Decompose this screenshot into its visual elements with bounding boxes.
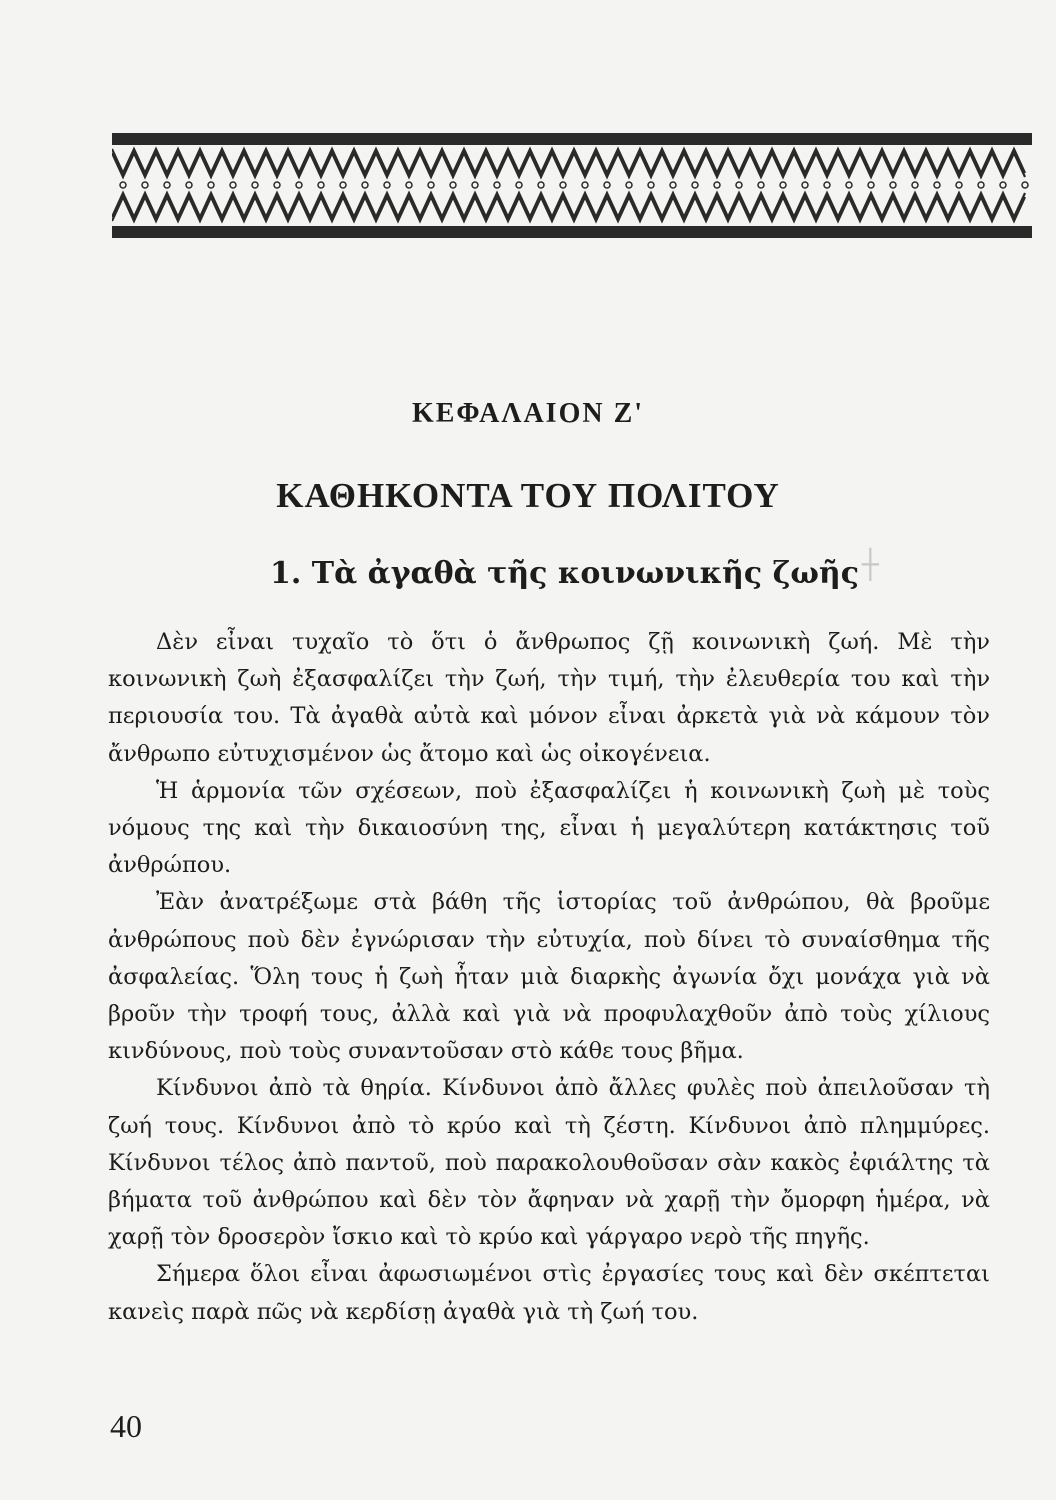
ornament-dot	[934, 182, 940, 188]
ornament-dot	[208, 182, 214, 188]
ornament-dot	[230, 182, 236, 188]
ornament-dot	[670, 182, 676, 188]
ornament-dot	[142, 182, 148, 188]
ornament-dot	[648, 182, 654, 188]
ornament-dot	[472, 182, 478, 188]
ornament-dot	[560, 182, 566, 188]
paragraph: Κίνδυνοι ἀπὸ τὰ θηρία. Κίνδυνοι ἀπὸ ἄλλες φυλὲς ποὺ ἀπειλοῦσαν τὴ ζωή τους. Κίνδυνοι ἀπὸ τὸ κρύο καὶ τὴ ζέστη. Κίνδυνοι ἀπὸ πλημμύρες. Κίνδυνοι τέλος ἀπὸ παντοῦ, ποὺ παρακολουθοῦσαν σὰν κακὸς ἐφιάλτης τὰ βήματα τοῦ ἀνθρώπου καὶ δὲν τὸν ἄφηναν νὰ χαρῇ τὴν ὄμορφη ἡμέρα, νὰ χαρῇ τὸν δροσερὸν ἴσκιο καὶ τὸ κρύο καὶ γάργαρο νερὸ τῆς πηγῆς.	[108, 1075, 990, 1251]
paragraph: Σήμερα ὅλοι εἶναι ἀφωσιωμένοι στὶς ἐργασίες τους καὶ δὲν σκέπτεται κανεὶς παρὰ πῶς νὰ κερδίσῃ ἀγαθὰ γιὰ τὴ ζωή του.	[108, 1261, 990, 1325]
ornament-dot	[978, 182, 984, 188]
page-number: 40	[110, 1408, 142, 1444]
ornament-dot	[318, 182, 324, 188]
ornament-dot	[758, 182, 764, 188]
ornament-dot	[824, 182, 830, 188]
ornament-dot	[384, 182, 390, 188]
ornament-dot	[582, 182, 588, 188]
ornament-dot	[516, 182, 522, 188]
ornament-dot	[362, 182, 368, 188]
chapter-label: ΚΕΦΑΛΑΙΟΝ Ζ'	[411, 398, 645, 429]
ornament-dot	[714, 182, 720, 188]
ornament-dot	[890, 182, 896, 188]
paragraph: Ἡ ἁρμονία τῶν σχέσεων, ποὺ ἐξασφαλίζει ἡ κοινωνικὴ ζωὴ μὲ τοὺς νόμους της καὶ τὴν δικαιοσύνη της, εἶναι ἡ μεγαλύτερη κατάκτησις τοῦ ἀνθρώπου.	[108, 777, 990, 879]
ornament-dot	[406, 182, 412, 188]
paragraph: Δὲν εἶναι τυχαῖο τὸ ὅτι ὁ ἄνθρωπος ζῇ κοινωνικὴ ζωή. Μὲ τὴν κοινωνικὴ ζωὴ ἐξασφαλίζει τὴν ζωή, τὴν τιμή, τὴν ἐλευθερία του καὶ τὴν περιουσία του. Τὰ ἀγαθὰ αὐτὰ καὶ μόνον εἶναι ἀρκετὰ γιὰ νὰ κάμουν τὸν ἄνθρωπο εὐτυχισμένον ὡς ἄτομο καὶ ὡς οἰκογένεια.	[108, 629, 990, 767]
ornament-dot	[296, 182, 302, 188]
ornament-dot	[956, 182, 962, 188]
ornament-dot	[494, 182, 500, 188]
ornament-dot	[780, 182, 786, 188]
body-text	[108, 624, 990, 1331]
margin-pencil-mark: ┼	[862, 548, 879, 581]
ornament-dot	[120, 182, 126, 188]
ornament-dot	[736, 182, 742, 188]
ornament-dot	[604, 182, 610, 188]
ornament-dot	[1000, 182, 1006, 188]
ornament-dot	[802, 182, 808, 188]
ornament-dot	[164, 182, 170, 188]
ornament-dot	[186, 182, 192, 188]
ornament-dot	[1022, 182, 1028, 188]
ornament-dot	[274, 182, 280, 188]
ornament-dot	[912, 182, 918, 188]
ornament-dot	[846, 182, 852, 188]
decorative-ornament-band	[112, 133, 1032, 238]
section-heading: 1. Τὰ ἀγαθὰ τῆς κοινωνικῆς ζωῆς	[270, 556, 859, 591]
ornament-dot	[692, 182, 698, 188]
chapter-title: ΚΑΘΗΚΟΝΤΑ ΤΟΥ ΠΟΛΙΤΟΥ	[276, 476, 780, 515]
ornament-dot	[538, 182, 544, 188]
ornament-dot	[428, 182, 434, 188]
ornament-dot	[340, 182, 346, 188]
ornament-dot	[868, 182, 874, 188]
paragraph: Ἐὰν ἀνατρέξωμε στὰ βάθη τῆς ἱστορίας τοῦ ἀνθρώπου, θὰ βροῦμε ἀνθρώπους ποὺ δὲν ἐγνώρισαν τὴν εὐτυχία, ποὺ δίνει τὸ συναίσθημα τῆς ἀσφαλείας. Ὅλη τους ἡ ζωὴ ἦταν μιὰ διαρκὴς ἀγωνία ὄχι μονάχα γιὰ νὰ βροῦν τὴν τροφή τους, ἀλλὰ καὶ γιὰ νὰ προφυλαχθοῦν ἀπὸ τοὺς χίλιους κινδύνους, ποὺ τοὺς συναντοῦσαν στὸ κάθε τους βῆμα.	[108, 889, 990, 1065]
ornament-dot	[252, 182, 258, 188]
ornament-dot	[450, 182, 456, 188]
ornament-dot	[626, 182, 632, 188]
